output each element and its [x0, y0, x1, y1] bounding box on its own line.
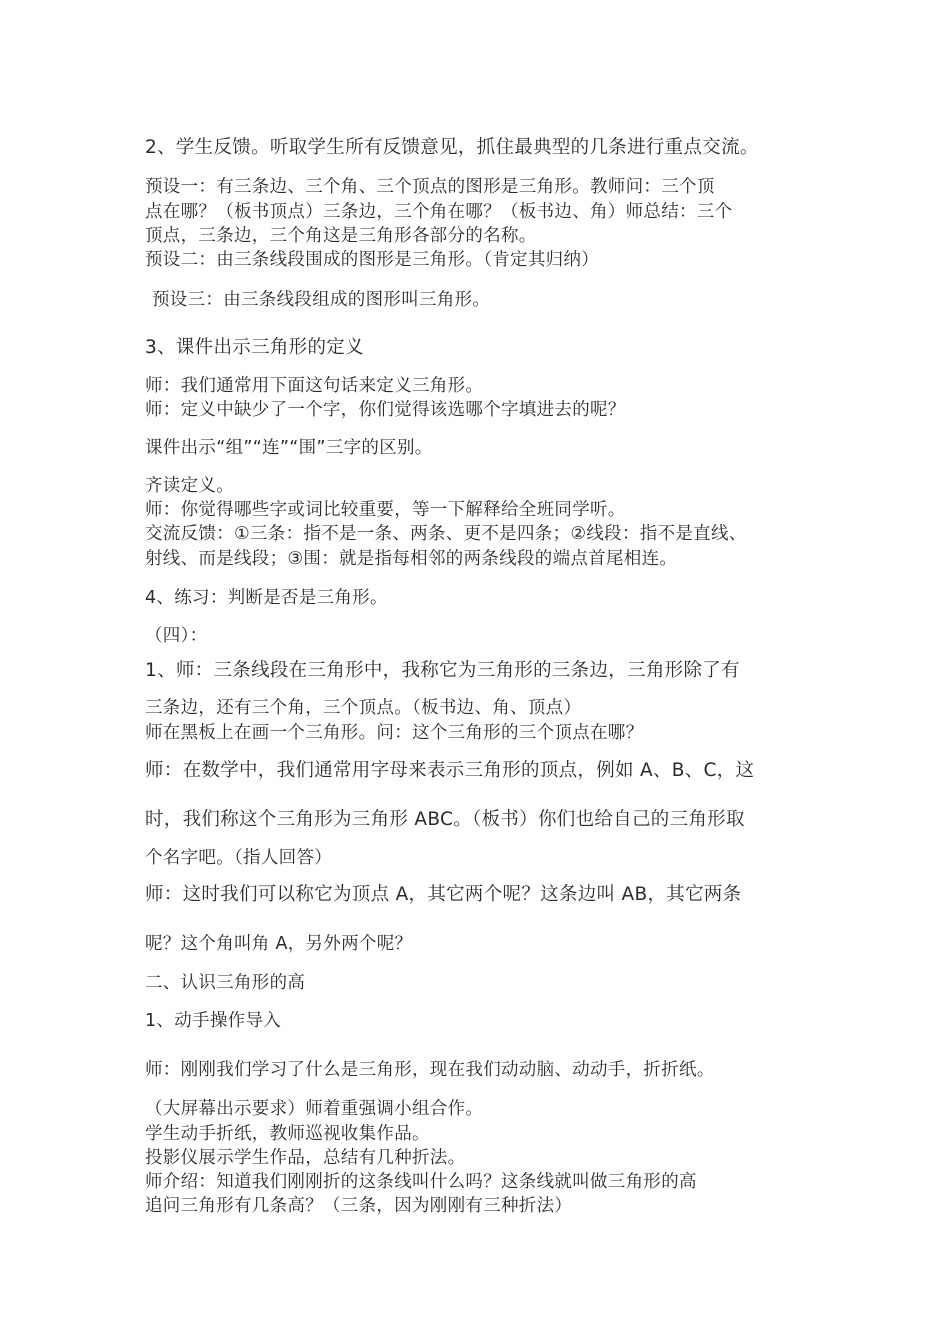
text-line: 射线、而是线段；③围：就是指每相邻的两条线段的端点首尾相连。	[145, 549, 678, 569]
text-line: 时，我们称这个三角形为三角形 ABC。（板书）你们也给自己的三角形取	[145, 809, 745, 830]
text-line: 交流反馈：①三条：指不是一条、两条、更不是四条；②线段：指不是直线、	[145, 524, 747, 544]
section-heading: 1、动手操作导入	[145, 1011, 282, 1031]
section-heading: 4、练习：判断是否是三角形。	[145, 588, 388, 608]
text-line: （大屏幕出示要求）师着重强调小组合作。	[145, 1099, 484, 1119]
text-line: 1、师：三条线段在三角形中，我称它为三角形的三条边，三角形除了有	[145, 660, 740, 681]
text-line: 顶点，三条边，三个角这是三角形各部分的名称。	[145, 226, 537, 246]
text-line: 预设二：由三条线段围成的图形是三角形。（肯定其归纳）	[145, 250, 600, 270]
text-line: 个名字吧。（指人回答）	[145, 848, 333, 868]
text-line: 师：我们通常用下面这句话来定义三角形。	[145, 376, 484, 396]
text-line: 呢？这个角叫角 A，另外两个呢？	[145, 934, 413, 954]
text-line: 师：这时我们可以称它为顶点 A，其它两个呢？这条边叫 AB，其它两条	[145, 884, 742, 905]
section-heading: 二、认识三角形的高	[145, 973, 306, 993]
text-line: 三条边，还有三个角，三个顶点。（板书边、角、顶点）	[145, 698, 582, 718]
text-line: 学生动手折纸，教师巡视收集作品。	[145, 1124, 430, 1144]
text-line: 师介绍：知道我们刚刚折的这条线叫什么吗？这条线就叫做三角形的高	[145, 1172, 697, 1192]
text-line: 预设一：有三条边、三个角、三个顶点的图形是三角形。教师问：三个顶	[145, 177, 715, 197]
text-line: 师：定义中缺少了一个字，你们觉得该选哪个字填进去的呢？	[145, 400, 626, 420]
section-heading: 3、课件出示三角形的定义	[145, 337, 364, 358]
text-line: 课件出示“组”“连”“围”三字的区别。	[145, 438, 433, 458]
text-line: 齐读定义。	[145, 476, 234, 496]
text-line: 投影仪展示学生作品，总结有几种折法。	[145, 1148, 466, 1168]
text-line: 追问三角形有几条高？（三条，因为刚刚有三种折法）	[145, 1196, 573, 1216]
text-line: 师：在数学中，我们通常用字母来表示三角形的顶点，例如 A、B、C，这	[145, 760, 755, 781]
text-line: 预设三：由三条线段组成的图形叫三角形。	[152, 290, 491, 310]
text-line: 师：刚刚我们学习了什么是三角形，现在我们动动脑、动动手，折折纸。	[145, 1060, 715, 1080]
text-line: 师在黑板上在画一个三角形。问：这个三角形的三个顶点在哪？	[145, 723, 644, 743]
text-line: 师：你觉得哪些字或词比较重要，等一下解释给全班同学听。	[145, 500, 626, 520]
text-line: 点在哪？（板书顶点）三条边，三个角在哪？（板书边、角）师总结：三个	[145, 202, 733, 222]
section-heading: （四）：	[145, 626, 208, 646]
text-line: 2、学生反馈。听取学生所有反馈意见，抓住最典型的几条进行重点交流。	[145, 137, 759, 158]
